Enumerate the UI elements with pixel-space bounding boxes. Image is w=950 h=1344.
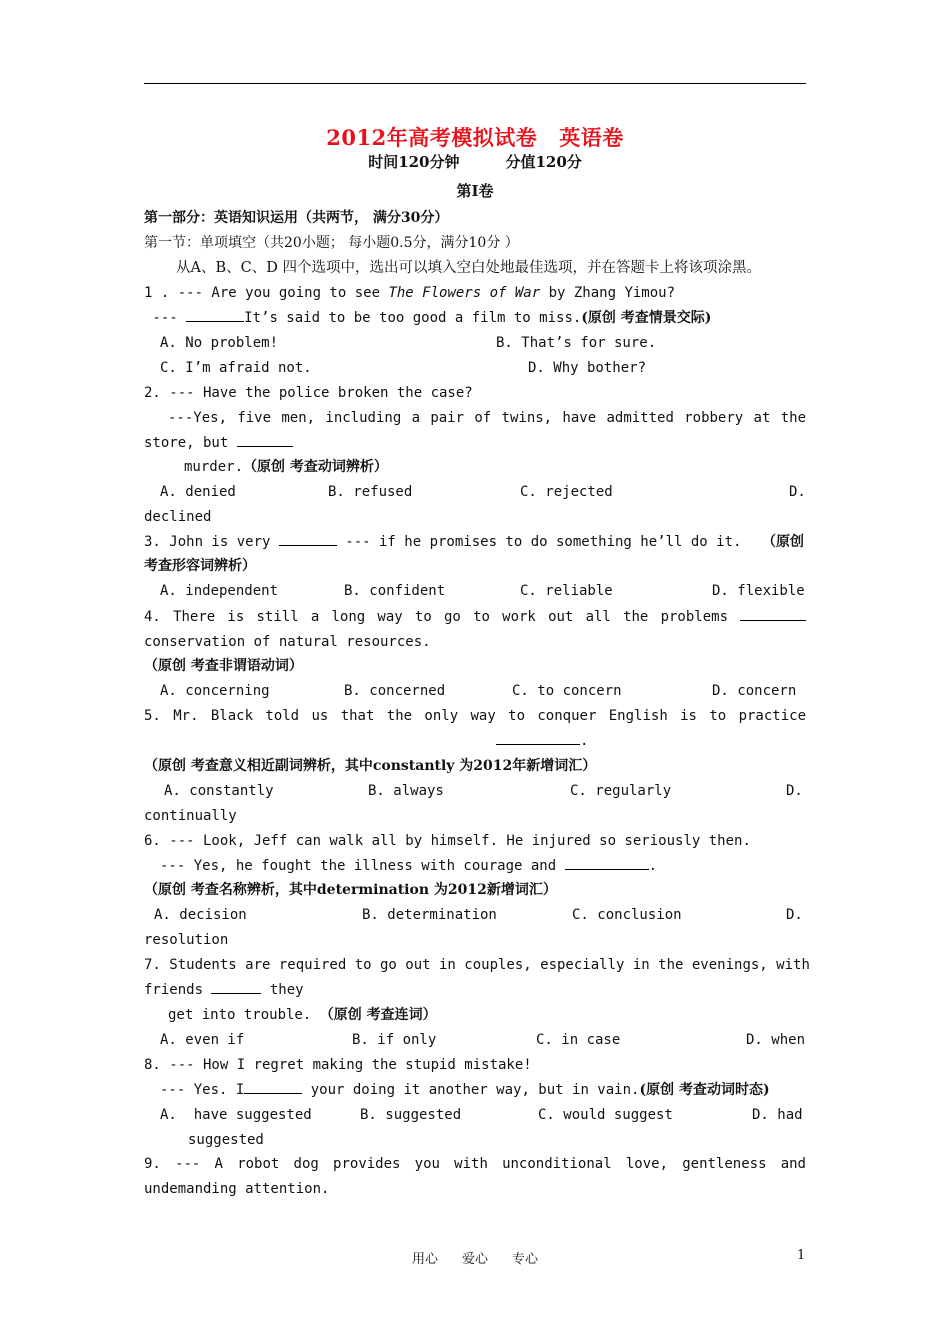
q3-option-d: D. flexible [712,583,805,599]
q4-option-a: A. concerning [160,683,270,699]
question-2-option-d-wrap: declined [144,509,212,525]
q8-tag: (原创 考查动词时态) [639,1082,770,1098]
question-4-tag: （原创 考查非谓语动词） [144,658,303,674]
q1-tag: (原创 考查情景交际) [581,310,712,326]
q7-tag: （原创 考查连词） [319,1007,437,1023]
q8-reply-text: --- Yes. I [160,1082,245,1098]
question-1-reply [144,306,806,331]
q1-stem-end: by Zhang Yimou? [540,285,676,301]
question-8-reply [160,1078,822,1103]
q2-option-d: D. [789,484,806,500]
q1-reply-text: It’s said to be too good a film to miss. [244,310,582,326]
question-8-options [144,1103,806,1128]
question-6-stem: 6. --- Look, Jeff can walk all by himself. He injured so seriously then. [144,833,751,849]
section-heading: 第一节：单项填空（共20小题； 每小题0.5分，满分10分 ） [144,235,519,251]
answer-blank [244,1078,302,1094]
q1-reply-dash: --- [144,310,187,326]
q3-stem-end: --- if he promises to do something he’ll do it. [336,534,742,550]
volume-label: 第Ⅰ卷 [456,182,494,200]
q3-option-b: B. confident [344,583,446,599]
q5-option-d: D. [786,783,803,799]
q6-option-a: A. decision [154,907,247,923]
q5-option-b: B. always [368,783,444,799]
question-3-tag: 考查形容词辨析） [144,558,256,574]
q2-option-a: A. denied [160,484,236,500]
question-1-options-row2 [144,356,806,381]
page-number: 1 [797,1248,806,1263]
q3-option-a: A. independent [160,583,279,599]
footer-word-3: 专心 [512,1252,539,1267]
question-2-reply: ---Yes, five men, including a pair of twins, have admitted robbery at the [168,410,806,426]
q1-stem-text: 1 . --- Are you going to see [144,285,389,301]
q6-period: . [648,858,658,874]
exam-info [0,151,950,172]
q7-friends: friends [144,982,212,998]
q4-option-d: D. concern [712,683,797,699]
question-6-tag: （原创 考查名称辨析，其中determination 为2012新增词汇） [144,882,557,898]
q7-option-d: D. when [746,1032,806,1048]
q3-option-c: C. reliable [520,583,613,599]
q8-option-c: C. would suggest [538,1107,673,1123]
page-footer [0,1248,950,1267]
q4-stem-text: 4. There is still a long way to go to work out all the problems [144,609,728,625]
q8-option-b: B. suggested [360,1107,462,1123]
q6-option-d: D. [786,907,803,923]
question-9-stem: 9. --- A robot dog provides you with unconditional love, gentleness and [144,1156,806,1172]
exam-time: 时间120分钟 [368,153,460,171]
part-heading: 第一部分：英语知识运用（共两节， 满分30分） [144,210,449,226]
question-2-stem: 2. --- Have the police broken the case? [144,385,473,401]
q7-they: they [261,982,304,998]
footer-word-2: 爱心 [461,1252,488,1267]
question-5-option-d-wrap: continually [144,808,237,824]
question-8-option-d-wrap: suggested [188,1132,264,1148]
question-5-blank [144,729,806,754]
title-year: 2012年高考模拟试卷 [326,125,538,150]
q1-option-c: C. I’m afraid not. [160,360,312,376]
q1-option-b: B. That’s for sure. [496,335,657,351]
q1-option-a: A. No problem! [160,335,279,351]
question-5-options [144,779,806,804]
question-3-options [144,579,806,604]
title-subject: 英语卷 [559,125,624,150]
q1-option-d: D. Why bother? [528,360,647,376]
q7-option-c: C. in case [536,1032,621,1048]
q7-option-a: A. even if [160,1032,245,1048]
q7-cont-text: get into trouble. [168,1007,312,1023]
question-2-cont2 [184,455,846,480]
exam-score: 分值120分 [505,153,582,171]
question-8-stem: 8. --- How I regret making the stupid mistake! [144,1057,532,1073]
q4-option-c: C. to concern [512,683,622,699]
question-7-cont [168,1003,830,1028]
q5-option-c: C. regularly [570,783,672,799]
q8-option-a: A. have suggested [160,1107,312,1123]
q3-tag-start: （原创 [762,534,804,550]
answer-blank [496,729,580,745]
q2-cont-text: store, but [144,435,237,451]
q5-period: . [580,733,589,749]
question-9-stem-cont: undemanding attention. [144,1181,330,1197]
question-2-options [144,480,806,505]
q8-reply-end: your doing it another way, but in vain. [302,1082,640,1098]
question-5-stem: 5. Mr. Black told us that the only way to conquer English is to practice [144,708,806,724]
q3-stem-text: 3. John is very [144,534,279,550]
answer-blank [279,530,337,546]
question-4-options [144,679,806,704]
q4-option-b: B. concerned [344,683,446,699]
answer-blank [237,431,293,447]
q5-blank-wrap [496,729,588,754]
paper-title [0,122,950,152]
question-3-stem [144,530,806,555]
question-6-option-d-wrap: resolution [144,932,229,948]
question-6-options [144,903,806,928]
answer-blank [740,605,806,621]
q1-film-title: The Flowers of War [388,285,541,301]
question-5-tag: （原创 考查意义相近副词辨析，其中constantly 为2012年新增词汇） [144,758,597,774]
q7-option-b: B. if only [352,1032,437,1048]
q5-option-a: A. constantly [164,783,274,799]
question-7-stem-cont [144,978,806,1003]
footer-word-1: 用心 [411,1252,438,1267]
question-7-options [144,1028,806,1053]
question-4-stem [144,605,806,630]
q2-murder-text: murder. [184,459,244,475]
question-2-cont [144,431,806,456]
q2-tag: （原创 考查动词辨析） [243,459,388,475]
question-6-reply [160,854,822,879]
q2-option-c: C. rejected [520,484,613,500]
answer-blank [211,978,261,994]
header-rule [144,83,806,84]
q6-option-c: C. conclusion [572,907,682,923]
answer-blank [186,306,244,322]
answer-blank [565,854,649,870]
q6-option-b: B. determination [362,907,497,923]
instruction: 从A、B、C、D 四个选项中，选出可以填入空白处地最佳选项，并在答题卡上将该项涂黑。 [176,260,761,276]
q6-reply-text: --- Yes, he fought the illness with courage and [160,858,565,874]
question-1-stem [144,281,806,306]
q2-option-b: B. refused [328,484,413,500]
q8-option-d: D. had [752,1107,803,1123]
question-7-stem: 7. Students are required to go out in couples, especially in the evenings, with [144,957,810,973]
question-1-options-row1 [144,331,806,356]
question-4-stem-cont: conservation of natural resources. [144,634,431,650]
